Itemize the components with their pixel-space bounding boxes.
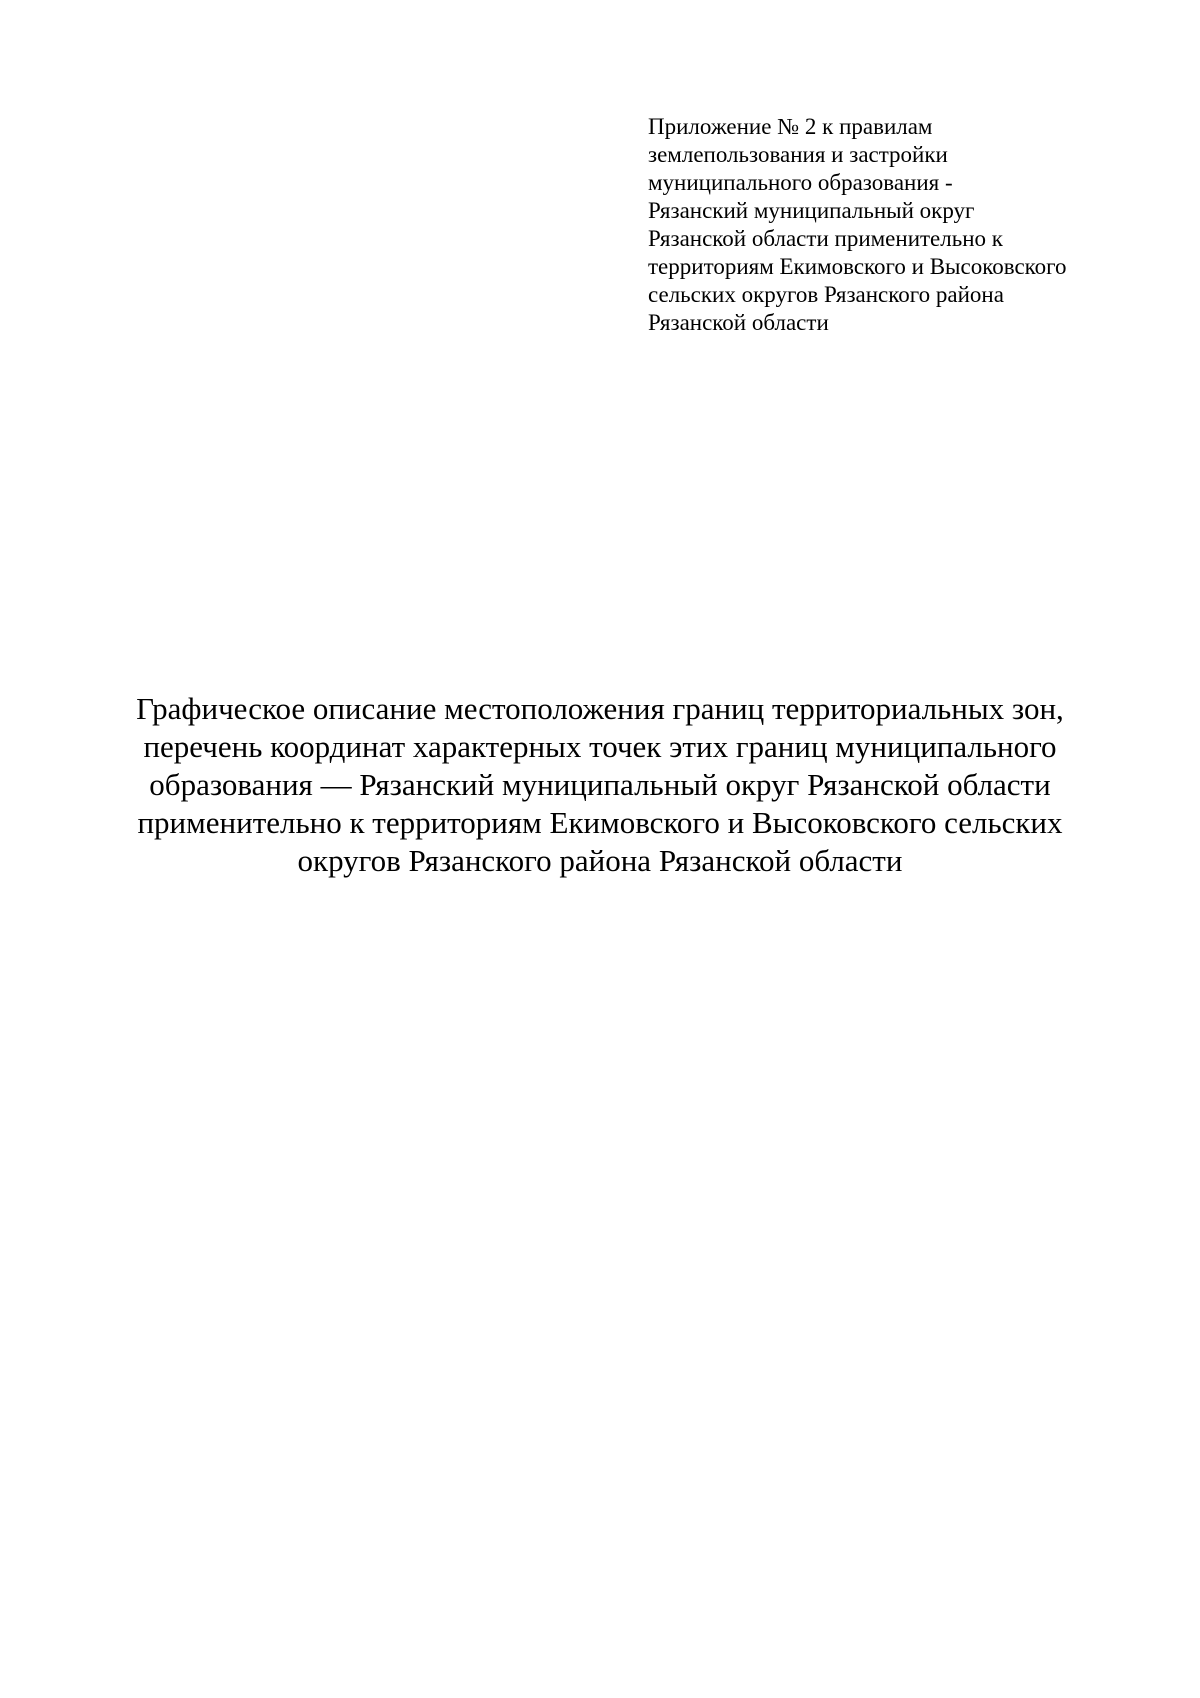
annex-note-line: Рязанской области применительно к xyxy=(648,226,1003,251)
annex-note-line: сельских округов Рязанского района xyxy=(648,282,1004,307)
document-title xyxy=(100,690,1100,880)
document-title-line: Графическое описание местоположения границ территориальных зон, xyxy=(136,691,1064,726)
annex-note-line: Рязанский муниципальный округ xyxy=(648,198,975,223)
document-title-line: применительно к территориям Екимовского и Высоковского сельских xyxy=(137,805,1063,840)
document-title-line: округов Рязанского района Рязанской области xyxy=(297,843,903,878)
annex-note xyxy=(648,113,1168,337)
annex-note-line: территориям Екимовского и Высоковского xyxy=(648,254,1067,279)
annex-note-line: Рязанской области xyxy=(648,310,829,335)
annex-note-line: землепользования и застройки xyxy=(648,142,948,167)
document-title-line: образования — Рязанский муниципальный округ Рязанской области xyxy=(149,767,1051,802)
annex-note-line: муниципального образования - xyxy=(648,170,953,195)
annex-note-line: Приложение № 2 к правилам xyxy=(648,114,933,139)
document-title-line: перечень координат характерных точек этих границ муниципального xyxy=(143,729,1057,764)
